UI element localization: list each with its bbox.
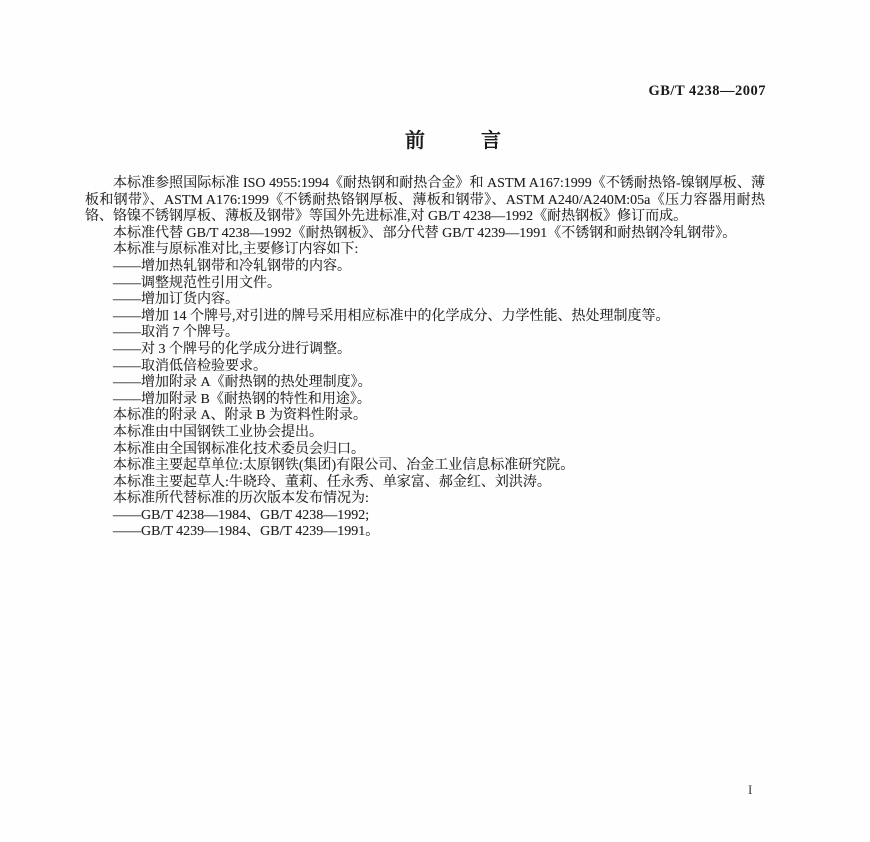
- revision-item: ——增加订货内容。: [113, 292, 239, 308]
- foreword-body: [85, 176, 765, 541]
- revision-item: ——取消低倍检验要求。: [113, 358, 267, 374]
- history-item: ——GB/T 4238—1984、GB/T 4238—1992;: [113, 507, 370, 523]
- revision-item: ——增加热轧钢带和冷轧钢带的内容。: [113, 258, 351, 274]
- revision-item: ——调整规范性引用文件。: [113, 275, 281, 291]
- history-item: ——GB/T 4239—1984、GB/T 4239—1991。: [113, 524, 380, 540]
- paragraph-replaces: 本标准代替 GB/T 4238—1992《耐热钢板》、部分代替 GB/T 4239—1991《不锈钢和耐热钢冷轧钢带》。: [113, 225, 737, 241]
- page-title: 前言: [405, 130, 557, 152]
- revision-item: ——增加 14 个牌号,对引进的牌号采用相应标准中的化学成分、力学性能、热处理制度等。: [113, 308, 670, 324]
- revision-item: ——取消 7 个牌号。: [113, 325, 239, 341]
- paragraph-proposed-by: 本标准由中国钢铁工业协会提出。: [113, 424, 323, 440]
- revision-item: ——增加附录 B《耐热钢的特性和用途》。: [113, 391, 371, 407]
- standard-code: GB/T 4238—2007: [648, 83, 766, 99]
- paragraph-drafting-orgs: 本标准主要起草单位:太原钢铁(集团)有限公司、冶金工业信息标准研究院。: [113, 458, 575, 474]
- page-number: I: [748, 782, 753, 797]
- paragraph-history-lead: 本标准所代替标准的历次版本发布情况为:: [113, 491, 369, 507]
- paragraph-appendix-note: 本标准的附录 A、附录 B 为资料性附录。: [113, 408, 367, 424]
- revision-item: ——对 3 个牌号的化学成分进行调整。: [113, 341, 351, 357]
- paragraph-centralized-by: 本标准由全国钢标准化技术委员会归口。: [113, 441, 365, 457]
- revision-item: ——增加附录 A《耐热钢的热处理制度》。: [113, 375, 372, 391]
- paragraph-revision-lead: 本标准与原标准对比,主要修订内容如下:: [113, 242, 359, 258]
- paragraph-scope: 本标准参照国际标准 ISO 4955:1994《耐热钢和耐热合金》和 ASTM A167:1999《不锈耐热铬-镍钢厚板、薄板和钢带》、ASTM A176:1999《不锈耐热铬钢厚板、薄板和钢带》、ASTM A240/A240M:05a《压力容器用耐热铬、铬镍不锈钢厚板、薄板及钢带》等国外先进标准,对 GB/T 4238—1992《耐热钢板》修订而成。: [85, 176, 765, 225]
- paragraph-drafters: 本标准主要起草人:牛晓玲、董莉、任永秀、单家富、郝金红、刘洪涛。: [113, 474, 551, 490]
